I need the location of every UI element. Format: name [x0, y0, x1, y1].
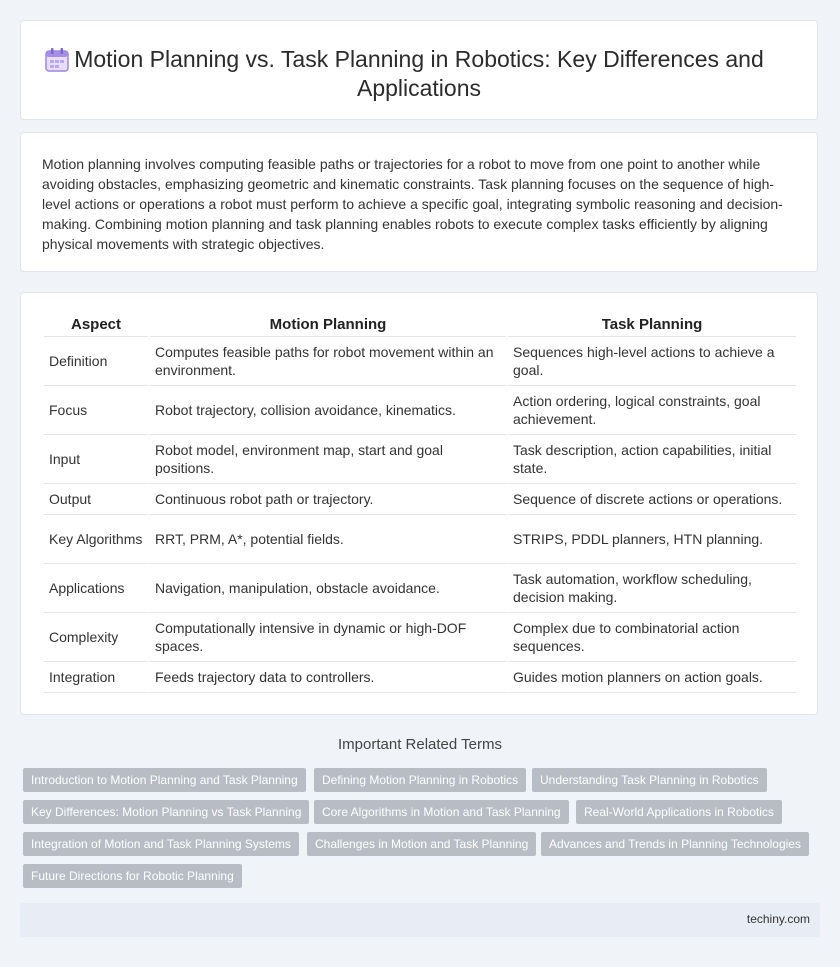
aspect-cell: Focus — [44, 386, 148, 435]
task-cell: Complex due to combinatorial action sequences. — [508, 613, 796, 662]
comparison-table — [42, 315, 798, 693]
aspect-cell: Input — [44, 435, 148, 484]
table-row — [44, 386, 796, 435]
aspect-cell: Definition — [44, 337, 148, 386]
header-aspect: Aspect — [44, 315, 148, 337]
aspect-cell: Key Algorithms — [44, 515, 148, 564]
related-tag-link[interactable]: Understanding Task Planning in Robotics — [532, 768, 767, 792]
footer — [20, 903, 820, 937]
table-row — [44, 662, 796, 693]
related-tag-link[interactable]: Real-World Applications in Robotics — [576, 800, 782, 824]
task-cell: Sequence of discrete actions or operations. — [508, 484, 796, 515]
motion-cell: Navigation, manipulation, obstacle avoidance. — [150, 564, 506, 613]
related-tag-link[interactable]: Introduction to Motion Planning and Task Planning — [23, 768, 306, 792]
table-row — [44, 613, 796, 662]
table-row — [44, 564, 796, 613]
motion-cell: RRT, PRM, A*, potential fields. — [150, 515, 506, 564]
task-cell: Task description, action capabilities, initial state. — [508, 435, 796, 484]
motion-cell: Continuous robot path or trajectory. — [150, 484, 506, 515]
related-tag-link[interactable]: Integration of Motion and Task Planning Systems — [23, 832, 299, 856]
page-title: Motion Planning vs. Task Planning in Robotics: Key Differences and Applications — [74, 46, 764, 101]
related-terms-heading: Important Related Terms — [338, 736, 502, 753]
table-row — [44, 337, 796, 386]
task-cell: Guides motion planners on action goals. — [508, 662, 796, 693]
motion-cell: Robot trajectory, collision avoidance, kinematics. — [150, 386, 506, 435]
table-row — [44, 435, 796, 484]
related-tag-link[interactable]: Defining Motion Planning in Robotics — [314, 768, 526, 792]
task-cell: Task automation, workflow scheduling, decision making. — [508, 564, 796, 613]
intro-card — [20, 132, 818, 272]
table-row — [44, 484, 796, 515]
aspect-cell: Integration — [44, 662, 148, 693]
related-tag-link[interactable]: Core Algorithms in Motion and Task Planning — [314, 800, 569, 824]
intro-paragraph: Motion planning involves computing feasible paths or trajectories for a robot to move from one point to another while avoiding obstacles, emphasizing geometric and kinematic constraints. Task planning focuses on the sequence of high-level actions or operations a robot must perform to achieve a specific goal, integrating symbolic reasoning and decision-making. Combining motion planning and task planning enables robots to execute complex tasks efficiently by aligning physical movements with strategic objectives. — [42, 156, 783, 252]
header-card — [20, 20, 818, 120]
related-tag-link[interactable]: Advances and Trends in Planning Technologies — [541, 832, 809, 856]
motion-cell: Computationally intensive in dynamic or high-DOF spaces. — [150, 613, 506, 662]
table-row — [44, 515, 796, 564]
footer-site-link[interactable]: techiny.com — [746, 912, 810, 926]
aspect-cell: Complexity — [44, 613, 148, 662]
table-header-row — [44, 315, 796, 337]
related-tag-link[interactable]: Future Directions for Robotic Planning — [23, 864, 242, 888]
aspect-cell: Applications — [44, 564, 148, 613]
header-task-planning: Task Planning — [508, 315, 796, 337]
motion-cell: Robot model, environment map, start and goal positions. — [150, 435, 506, 484]
motion-cell: Computes feasible paths for robot movement within an environment. — [150, 337, 506, 386]
comparison-table-card — [20, 292, 818, 715]
related-tag-link[interactable]: Challenges in Motion and Task Planning — [307, 832, 536, 856]
task-cell: Sequences high-level actions to achieve a goal. — [508, 337, 796, 386]
header-motion-planning: Motion Planning — [150, 315, 506, 337]
task-cell: Action ordering, logical constraints, goal achievement. — [508, 386, 796, 435]
motion-cell: Feeds trajectory data to controllers. — [150, 662, 506, 693]
task-cell: STRIPS, PDDL planners, HTN planning. — [508, 515, 796, 564]
aspect-cell: Output — [44, 484, 148, 515]
related-tag-link[interactable]: Key Differences: Motion Planning vs Task Planning — [23, 800, 309, 824]
